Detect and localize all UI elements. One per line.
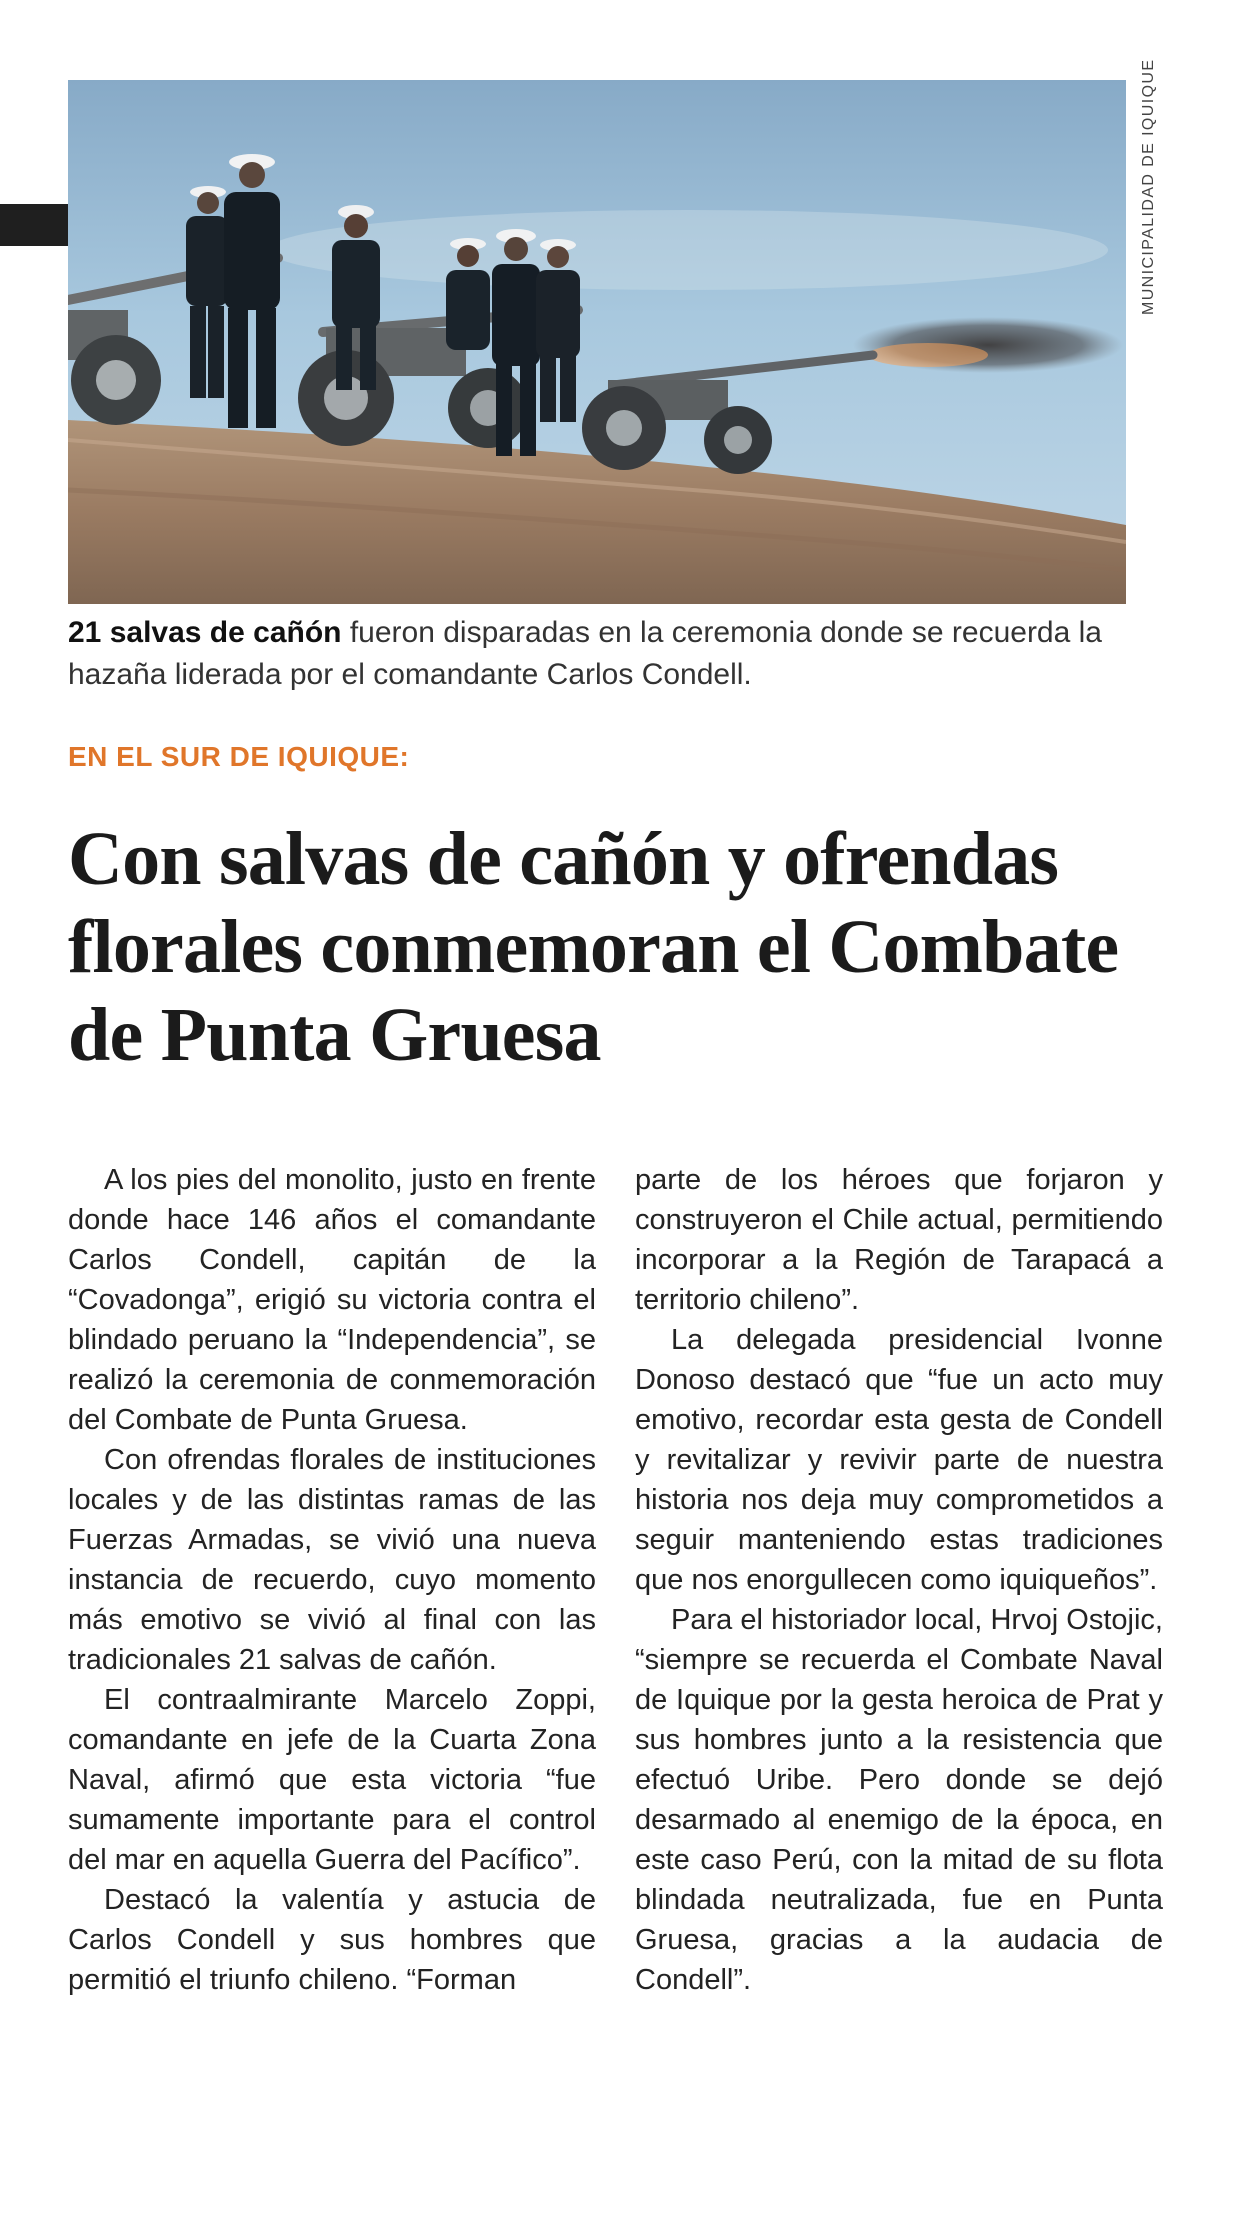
photo-caption-text: fueron disparadas en la ceremonia donde se recuerda la hazaña liderada por el comandante Carlos Condell. (68, 616, 1102, 691)
photo-caption (68, 612, 1126, 696)
ceremony-photo-illustration (68, 80, 1126, 604)
right-paragraph-2: La delegada presidencial Ivonne Donoso destacó que “fue un acto muy emotivo, recordar esta gesta de Condell y revitalizar y revivir parte de nuestra historia nos deja muy comprometidos a seguir manteniendo estas tradiciones que nos enorgullecen como iquiqueños”. (635, 1324, 1163, 1596)
haze (268, 210, 1108, 290)
article-headline: Con salvas de cañón y ofrendas florales conmemoran el Combate de Punta Gruesa (68, 817, 1119, 1077)
photo-caption-lead: 21 salvas de cañón (68, 616, 342, 649)
right-paragraph-3: Para el historiador local, Hrvoj Ostojic, “siempre se recuerda el Combate Naval de Iquique por la gesta heroica de Prat y sus hombres junto a la resistencia que efectuó Uribe. Pero donde se dejó desarmado al enemigo de la época, en este caso Perú, con la mitad de su flota blindada neutralizada, fue en Punta Gruesa, gracias a la audacia de Condell”. (635, 1604, 1163, 1996)
article-body (68, 1160, 1163, 2160)
edge-marker-bar (0, 204, 68, 246)
left-paragraph-3: El contraalmirante Marcelo Zoppi, comandante en jefe de la Cuarta Zona Naval, afirmó que esta victoria “fue sumamente importante para el control del mar en aquella Guerra del Pacífico”. (68, 1684, 596, 1876)
article-right-column (635, 1160, 1163, 2160)
photo-credit: MUNICIPALIDAD DE IQUIQUE (1140, 58, 1157, 315)
left-paragraph-2: Con ofrendas florales de instituciones locales y de las distintas ramas de las Fuerzas Armadas, se vivió una nueva instancia de recuerdo, cuyo momento más emotivo se vivió al final con las tradicionales 21 salvas de cañón. (68, 1444, 596, 1676)
right-paragraph-1: parte de los héroes que forjaron y construyeron el Chile actual, permitiendo incorporar a la Región de Tarapacá a territorio chileno”. (635, 1164, 1163, 1316)
left-paragraph-1: A los pies del monolito, justo en frente donde hace 146 años el comandante Carlos Condell, capitán de la “Covadonga”, erigió su victoria contra el blindado peruano la “Independencia”, se realizó la ceremonia de conmemoración del Combate de Punta Gruesa. (68, 1164, 596, 1436)
article-kicker: EN EL SUR DE IQUIQUE: (68, 741, 410, 772)
ceremony-photo (68, 80, 1126, 604)
muzzle-flash (868, 343, 988, 367)
article-left-column (68, 1160, 596, 2160)
left-paragraph-4: Destacó la valentía y astucia de Carlos Condell y sus hombres que permitió el triunfo chileno. “Forman (68, 1884, 596, 1996)
